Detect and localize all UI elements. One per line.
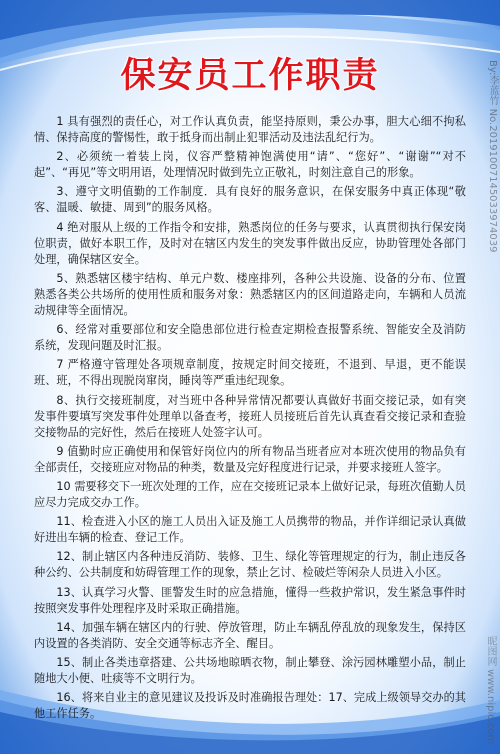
duty-item: 3、遵守文明值勤的工作制度．具有良好的服务意识，在保安服务中真正体现“敬客、温暖、敏捷、周到”的服务风格。 (34, 185, 466, 215)
duty-item: 7 严格遵守管理处各项规章制度，按规定时间交接班，不退到、早退，更不能误班、班，不得出现脱岗窜岗，睡岗等严重违纪现象。 (34, 358, 466, 388)
duty-item: 16、将来自业主的意见建议及投诉及时准确报告理处：17、完成上级领导交办的其他工作任务。 (34, 691, 466, 721)
side-watermark: By:李蓝竹 No.20191007145033974039 (487, 60, 498, 253)
duty-item: 4 绝对服从上级的工作指令和安排，熟悉岗位的任务与要求，认真贯彻执行保安岗位职责，做好本职工作，及时对在辖区内发生的突发事件做出反应，协助管理处各部门处理，确保辖区安全。 (34, 220, 466, 266)
duty-item: 8、执行交接班制度，对当班中各种异常情况都要认真做好书面交接记录，如有突发事件要填写突发事件处理单以备查考，接班人员接班后首先认真查看交接记录和查验交接物品的完好性，然后在接班人处签字认可。 (34, 393, 466, 439)
duties-list (34, 114, 466, 725)
duty-item: 13、认真学习火警、匪警发生时的应急措施，懂得一些救护常识，发生紧急事件时按照突发事件处理程序及时采取正确措施。 (34, 585, 466, 615)
duty-item: 5、熟悉辖区楼宇结构、单元户数、楼座排列，各种公共设施、设备的分布、位置熟悉各类公共场所的使用性质和服务对象：熟悉辖区内的区间道路走向，车辆和人员流动规律等全面情况。 (34, 271, 466, 318)
duty-item: 9 值勤时应正确使用和保管好岗位内的所有物品当班者应对本班次使用的物品负有全部责任，交接班应对物品的种类，数量及完好程度进行记录，并要求接班人签字。 (34, 444, 466, 474)
duty-item: 1 具有强烈的责任心，对工作认真负责，能坚持原则，秉公办事，胆大心细不拘私情、保持高度的警惕性，敢于抵身而出制止犯罪活动及违法乱纪行为。 (34, 115, 466, 145)
duty-item: 11、检查进入小区的施工人员出入证及施工人员携带的物品，并作详细记录认真做好进出车辆的检查、登记工作。 (34, 515, 466, 545)
duty-item: 14、加强车辆在辖区内的行驶、停放管理，防止车辆乱停乱放的现象发生，保持区内设置的各类消防、安全交通等标志齐全、醒目。 (34, 620, 466, 650)
duty-item: 12、制止辖区内各种违反消防、装修、卫生、绿化等管理规定的行为，制止违反各种公约、公共制度和妨碍管理工作的现象，禁止乞讨、检破烂等闲杂人员进入小区。 (34, 550, 466, 580)
duty-item: 6、经常对重要部位和安全隐患部位进行检查定期检查报警系统、智能安全及消防系统，发现问题及时汇报。 (34, 323, 466, 353)
page-title: 保安员工作职责 (120, 56, 380, 96)
duty-item: 2、必须统一着装上岗，仪容严整精神饱满使用“请”、“您好”、“谢谢”“对不起”、“再见”等文明用语，处理情况时做到先立正敬礼，时刻注意自己的形象。 (34, 150, 466, 180)
duty-item: 15、制止各类违章搭建、公共场地晾晒衣物，制止攀登、涂污园林雕塑小品，制止随地大小便、吐痰等不文明行为。 (34, 655, 466, 685)
duty-item: 10 需要移交下一班次处理的工作，应在交接班记录本上做好记录，每班次值勤人员应尽力完成交办工作。 (34, 479, 466, 510)
bottom-watermark: 昵图网 www.nipic.com (485, 635, 496, 744)
